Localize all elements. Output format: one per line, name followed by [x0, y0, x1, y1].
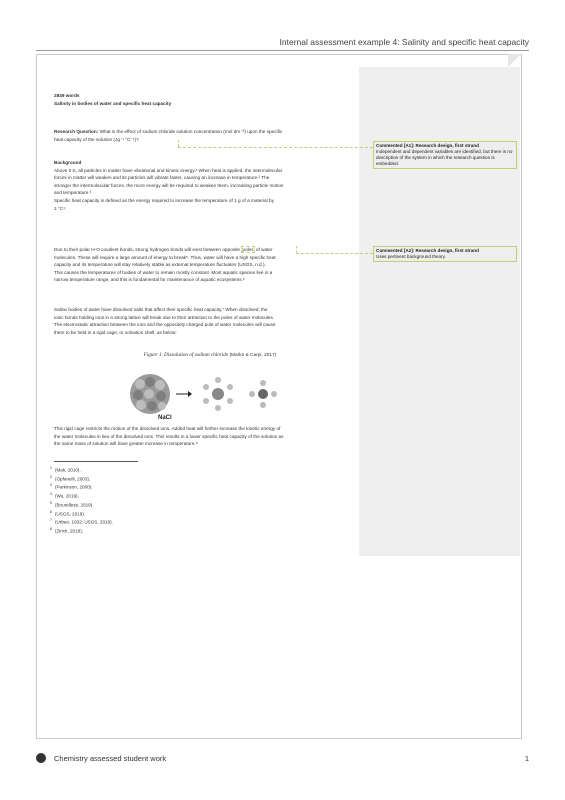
- background-heading: Background: [54, 160, 82, 165]
- paragraph-line: This rigid cage restricts the motion of the dissolved ions. Added heat will further increase the kinetic energy of: [54, 426, 281, 431]
- footnote-text: (Parkinson, 2000).: [54, 485, 93, 490]
- figure-caption: [60, 352, 360, 358]
- background-line: stronger the intermolecular forces, the more energy will be required to weaken them, increasing particle motion: [54, 182, 284, 188]
- footnote-number: 4: [50, 492, 52, 497]
- comment-highlight-poles[interactable]: poles: [242, 247, 254, 252]
- paragraph-line: This causes the temperatures of bodies of water to remain mostly constant. Most aquatic species live in a: [54, 269, 273, 275]
- rq-text-line-1: What is the effect of sodium chloride solution concentration (mol dm⁻³) upon the specific: [98, 129, 283, 134]
- background-line: 1 °C⁴.: [54, 205, 67, 211]
- footnote: [50, 474, 113, 483]
- comment-2-body: Uses pertinent background theory.: [376, 254, 446, 259]
- footnote-number: 7: [50, 518, 52, 523]
- background-section: [54, 159, 365, 212]
- hydrated-ion-1: [203, 377, 233, 411]
- footnote: [50, 526, 113, 535]
- footnote: [50, 500, 113, 509]
- paragraph-line: molecules. These will require a large amount of energy to break⁵. Thus, water will have a high specific heat: [54, 254, 276, 260]
- footnote-number: 5: [50, 500, 52, 505]
- page-number: 1: [524, 754, 529, 763]
- footnote-text: (USGS, 2019).: [54, 511, 86, 517]
- paragraph-text: of water: [254, 247, 273, 252]
- comment-2-title: Commented [A2]: Research design, first strand: [376, 248, 479, 253]
- comment-2[interactable]: [373, 246, 517, 262]
- footnote-number: 2: [50, 474, 52, 479]
- footnote: [50, 465, 113, 474]
- footnote-text: (Opfanelli, 2003).: [54, 476, 91, 482]
- footnote-text: (Boundless, 2019).: [54, 502, 94, 508]
- page-header: Internal assessment example 4: Salinity and specific heat capacity: [279, 37, 529, 47]
- comment-1[interactable]: [373, 141, 517, 169]
- footnote: [50, 491, 113, 500]
- paragraph-line: The electrostatic attraction between the ions and the oppositely charged pole of water molecules will cause: [54, 322, 276, 328]
- paragraph-saline: [54, 306, 365, 336]
- comment-1-body: Independent and dependent variables are identified, but there is no description of the system in which the research question is embedded.: [376, 149, 513, 166]
- background-line: Specific heat capacity is defined as the energy required to increase the temperature of 1 g of a material by: [54, 197, 274, 203]
- footnote: [50, 509, 113, 518]
- footnote: [50, 517, 113, 526]
- paragraph-line: the same mass of solution will have greater increase in temperature.⁸: [54, 441, 198, 447]
- page-fold-corner: [508, 54, 521, 67]
- figure-label-nacl: NaCl: [158, 415, 172, 421]
- ib-logo-icon: [36, 753, 46, 763]
- footnote-number: 6: [50, 509, 52, 514]
- paragraph-line: them to be held in a rigid cage, or solvation shell, as below:: [54, 329, 177, 335]
- figure-caption-text: Figure 1. Dissolution of sodium chloride: [143, 352, 229, 358]
- paragraph-rigid-cage: [54, 425, 365, 448]
- footnote-text: (Wu, 2019).: [54, 493, 79, 499]
- footnote-text: (Zirick, 2018).: [54, 528, 84, 534]
- background-line: Above 0 K, all particles in matter have vibrational and kinetic energy.¹ When heat is applied, the intermolecular: [54, 167, 283, 173]
- paragraph-line: ionic bonds holding ions in a strong lattice will break due to their attraction to the poles of water molecules.: [54, 314, 275, 320]
- paragraph-line: capacity and its temperature will stay relatively stable as external temperature fluctuates (USGS, n.d.).: [54, 262, 266, 268]
- paragraph-line: narrow temperature range, and this is fundamental for maintenance of aquatic ecosystems.⁶: [54, 277, 245, 283]
- research-question: [54, 128, 365, 143]
- paragraph-text: Due to their polar H-O covalent bonds, strong hydrogen bonds will exist between opposite: [54, 247, 242, 252]
- reaction-arrow: [176, 391, 192, 397]
- nacl-lattice: [130, 374, 170, 414]
- footnote-text: (Mak, 2010).: [54, 467, 81, 473]
- footnote-text: (Urban, 1932; USGS, 2019).: [54, 519, 113, 525]
- rq-label: Research Question:: [54, 129, 99, 134]
- footnote: [50, 482, 113, 491]
- footnote-number: 1: [50, 466, 52, 470]
- background-line: and temperature.³: [54, 190, 92, 196]
- figure-dissolution-diagram: [128, 366, 288, 422]
- footer-text: Chemistry assessed student work: [54, 754, 167, 763]
- paragraph-hydrogen-bonds: [54, 246, 365, 284]
- document-title: Salinity in bodies of water and specific heat capacity: [54, 100, 172, 106]
- comment-1-title: Commented [A1]: Research design, first strand: [376, 143, 479, 148]
- word-count: 2849 words: [54, 93, 80, 98]
- header-rule: [36, 50, 529, 51]
- paragraph-line: Saline bodies of water have dissolved salts that affect their specific heat capacity.⁷ When dissolved, the: [54, 307, 268, 312]
- hydrated-ion-2: [249, 380, 277, 408]
- word-count-block: [54, 92, 365, 107]
- footnote-rule: [54, 461, 138, 462]
- comment-connector-1: [178, 147, 373, 148]
- footnote-number: 3: [50, 483, 52, 488]
- paragraph-line: the water molecules in lieu of the dissolved ions. This results in a lower specific heat capacity of the solution as: [54, 433, 284, 439]
- footnotes: [50, 465, 113, 535]
- background-line: forces in matter will weaken and its particles will vibrate faster, causing an increase in temperature.² The: [54, 175, 270, 181]
- figure-citation: (Marks & Carpi, 2017): [229, 353, 277, 358]
- rq-text-line-2: heat capacity of the solution (Jg⁻¹ °C⁻¹)?: [54, 136, 139, 142]
- footnote-number: 8: [50, 527, 52, 532]
